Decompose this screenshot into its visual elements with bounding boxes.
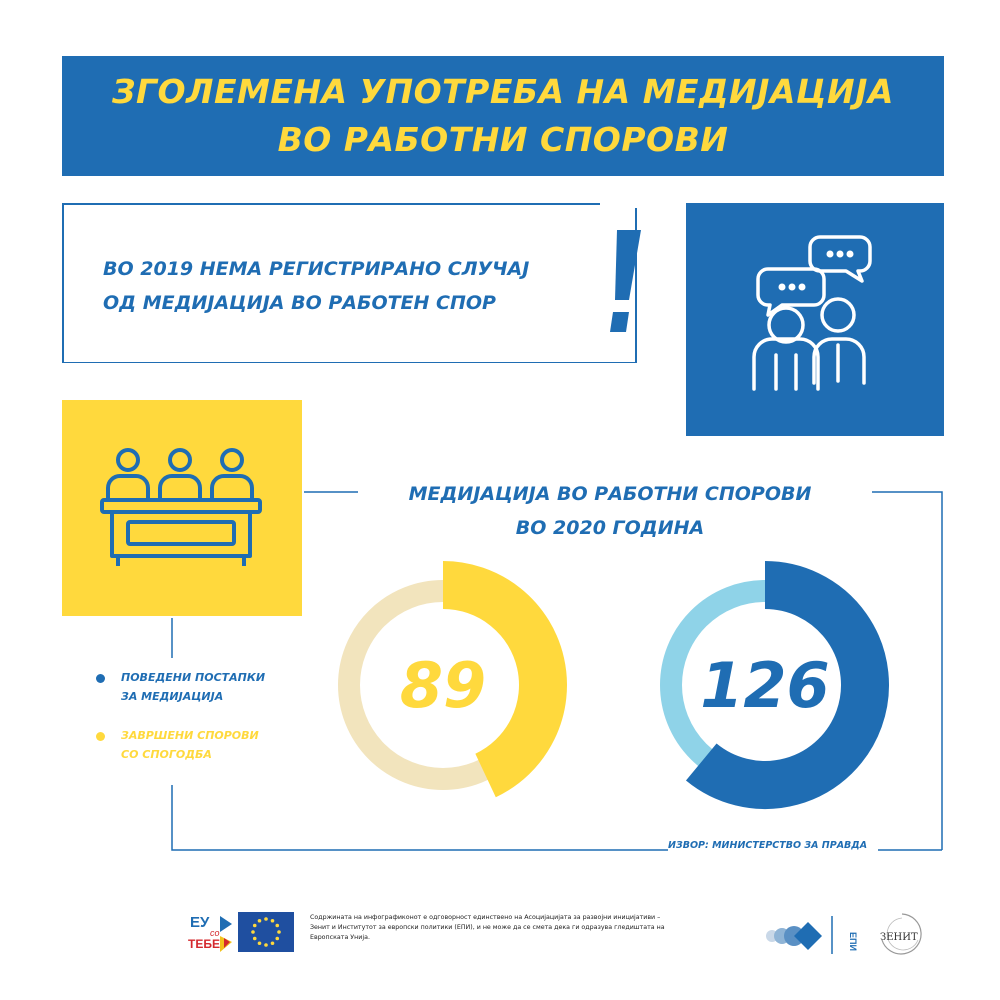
eu-star (275, 937, 279, 941)
eu-star (251, 930, 255, 934)
eu-logo-line-2: со (210, 928, 220, 938)
legend-text-initiated: ПОВЕДЕНИ ПОСТАПКИ ЗА МЕДИЈАЦИЈА (121, 671, 266, 703)
people-chat-icon (686, 203, 944, 436)
eu-star (277, 930, 281, 934)
judges-bench-icon (62, 400, 302, 616)
title-banner (62, 56, 944, 176)
eu-star (264, 943, 268, 947)
section-title-line-2: ВО 2020 ГОДИНА (515, 517, 705, 539)
notice-line-1: ВО 2019 НЕМА РЕГИСТРИРАНО СЛУЧАЈ (103, 258, 530, 280)
eu-logo-line-3: ТЕБЕ (188, 937, 220, 951)
donut-chart-initiated (640, 560, 890, 810)
eu-star (258, 919, 262, 923)
eu-flag-icon (238, 912, 294, 952)
source-note: ИЗВОР: МИНИСТЕРСТВО ЗА ПРАВДА (668, 840, 868, 851)
chart-legend (96, 668, 265, 784)
notice-text (103, 252, 529, 320)
eu-star (253, 937, 257, 941)
people-discussion-panel (686, 203, 944, 436)
donut-value-initiated: 126 (700, 648, 830, 722)
eu-logo-line-1: ЕУ (190, 914, 210, 931)
legend-dot-completed (96, 732, 105, 741)
court-panel (62, 400, 302, 616)
eu-star (275, 924, 279, 928)
eu-star (271, 919, 275, 923)
section-title (360, 477, 860, 545)
legend-dot-initiated (96, 674, 105, 683)
disclaimer-text: Содржината на инфографиконот е одговорност единствено на Асоцијацијата за развојни иницијативи – Зенит и Институтот за европски политики (ЕПИ), и не може да се смета дека ги одразува гледиштата на Европската Унија. (310, 914, 665, 941)
zenith-logo (872, 910, 932, 958)
zenith-logo-text: ЗЕНИТ (880, 932, 918, 943)
exclamation-icon (603, 228, 643, 338)
eu-star (264, 917, 268, 921)
donut-chart-completed (318, 560, 568, 810)
donut-value-completed: 89 (399, 648, 487, 722)
title-line-2: ВО РАБОТНИ СПОРОВИ (277, 120, 729, 159)
legend-text-completed: ЗАВРШЕНИ СПОРОВИ СО СПОГОДБА (121, 729, 259, 761)
eu-star (271, 941, 275, 945)
eu-star (253, 924, 257, 928)
epi-logo (764, 912, 858, 957)
title-line-1: ЗГОЛЕМЕНА УПОТРЕБА НА МЕДИЈАЦИЈА (112, 72, 894, 111)
legend-item-initiated (96, 668, 265, 706)
section-title-line-1: МЕДИЈАЦИЈА ВО РАБОТНИ СПОРОВИ (408, 483, 812, 505)
eu-star (258, 941, 262, 945)
legend-item-completed (96, 726, 265, 764)
eu-so-tebe-logo (186, 912, 234, 954)
epi-logo-text: ЕПИ (848, 932, 858, 951)
notice-line-2: ОД МЕДИЈАЦИЈА ВО РАБОТЕН СПОР (103, 292, 496, 314)
